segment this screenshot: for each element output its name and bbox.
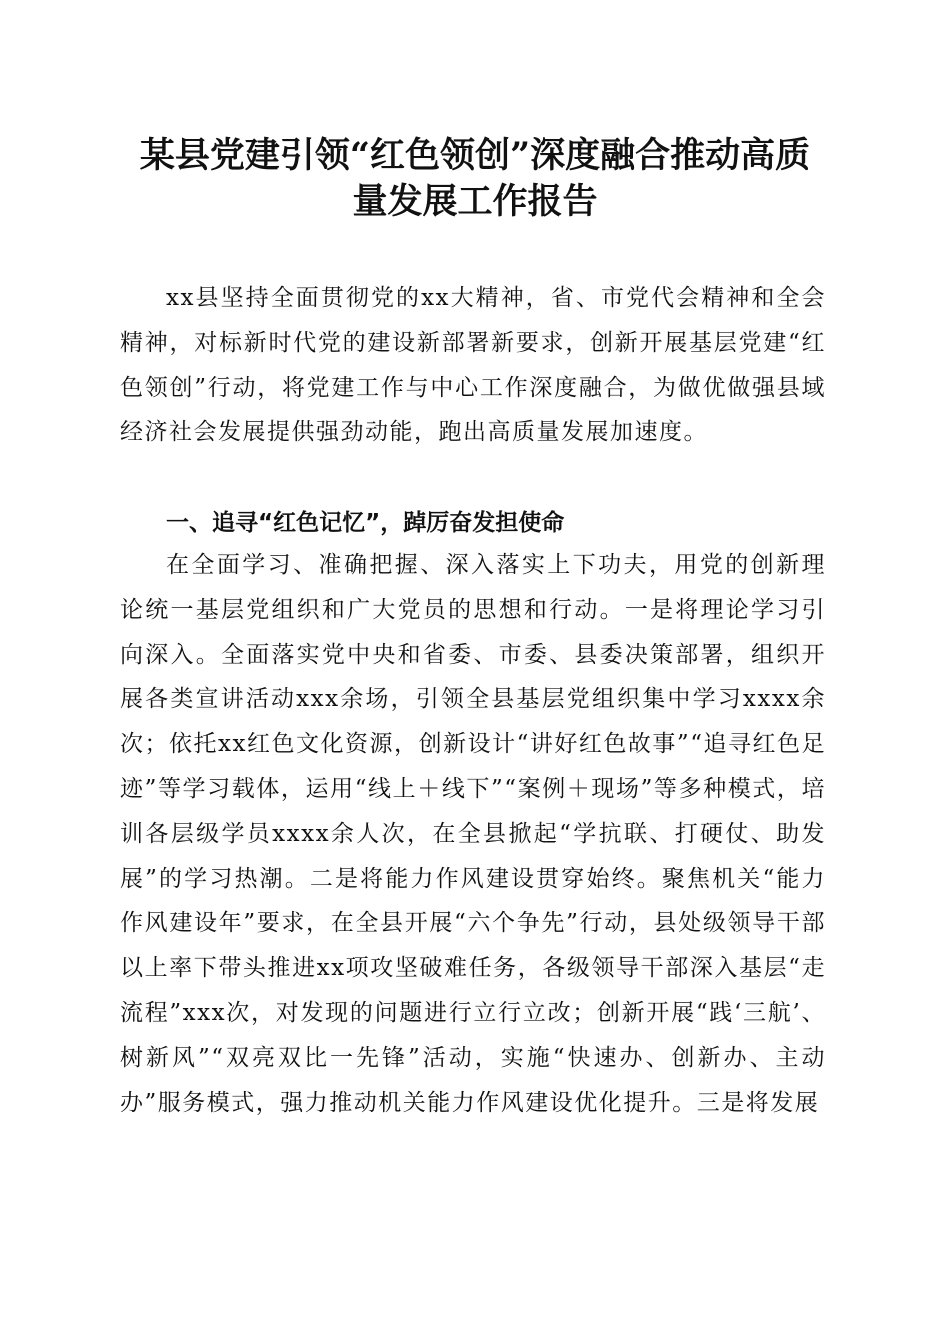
- title-line-2: 量发展工作报告: [352, 181, 598, 222]
- title-line-1: 某县党建引领“红色领创”深度融合推动高质: [139, 135, 811, 176]
- intro-paragraph: xx县坚持全面贯彻党的xx大精神，省、市党代会精神和全会精神，对标新时代党的建设新部署新要求，创新开展基层党建“红色领创”行动，将党建工作与中心工作深度融合，为做优做强县域经济社会发展提供强劲动能，跑出高质量发展加速度。: [120, 285, 826, 446]
- section-heading-1: 一、追寻“红色记忆”，踔厉奋发担使命: [166, 510, 565, 536]
- section-1-paragraph: 在全面学习、准确把握、深入落实上下功夫，用党的创新理论统一基层党组织和广大党员的思想和行动。一是将理论学习引向深入。全面落实党中央和省委、市委、县委决策部署，组织开展各类宣讲活动xxx余场，引领全县基层党组织集中学习xxxx余次；依托xx红色文化资源，创新设计“讲好红色故事”“追寻红色足迹”等学习载体，运用“线上＋线下”“案例＋现场”等多种模式，培训各层级学员xxxx余人次，在全县掀起“学抗联、打硬仗、助发展”的学习热潮。二是将能力作风建设贯穿始终。聚焦机关“能力作风建设年”要求，在全县开展“六个争先”行动，县处级领导干部以上率下带头推进xx项攻坚破难任务，各级领导干部深入基层“走流程”xxx次，对发现的问题进行立行立改；创新开展“践‘三航’、树新风”“双亮双比一先锋”活动，实施“快速办、创新办、主动办”服务模式，强力推动机关能力作风建设优化提升。三是将发展: [120, 552, 826, 1116]
- document-title: [100, 133, 850, 225]
